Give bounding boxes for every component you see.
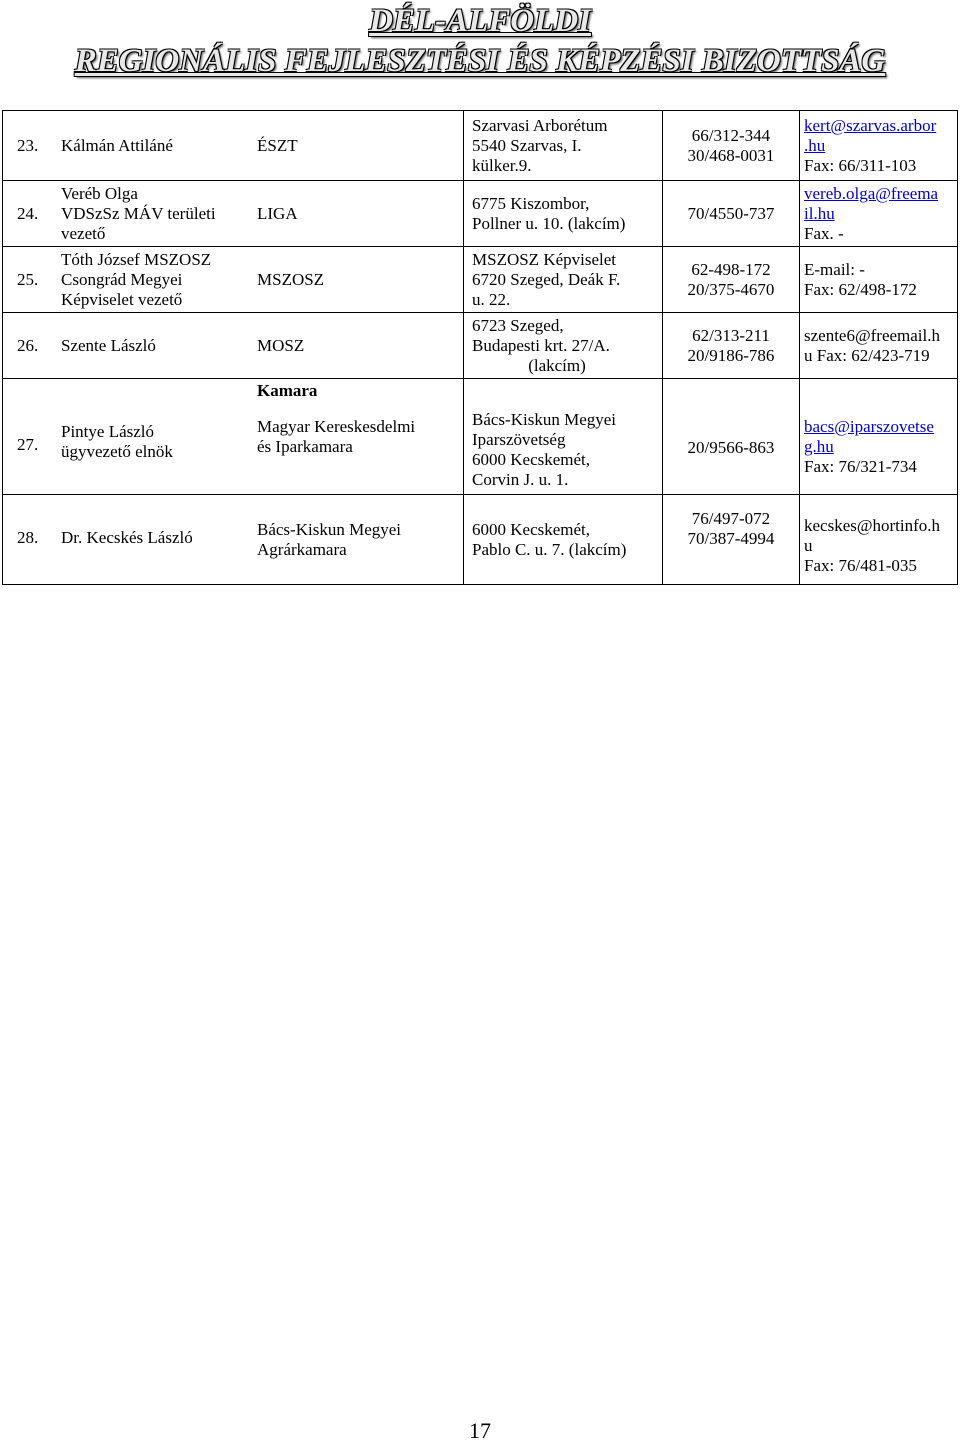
- address-line: Budapesti krt. 27/A.: [472, 335, 610, 355]
- table-row: [3, 247, 958, 313]
- phone-number: 20/9186-786: [687, 345, 775, 365]
- phone-number: 30/468-0031: [687, 145, 775, 165]
- person-name-line: Tóth József MSZOSZ: [61, 249, 212, 269]
- organization-cell: [251, 495, 464, 585]
- organization-cell: [251, 111, 464, 181]
- organization-name: MOSZ: [257, 335, 305, 355]
- organization-name-line: és Iparkamara: [257, 437, 353, 456]
- email-link[interactable]: kert@szarvas.arbor: [804, 115, 937, 135]
- address-line: Pablo C. u. 7. (lakcím): [472, 539, 627, 559]
- table-row: [3, 181, 958, 247]
- person-name-line: Pintye László: [61, 421, 155, 441]
- name-cell: [3, 313, 252, 379]
- email-link[interactable]: il.hu: [804, 203, 835, 223]
- table-row: [3, 495, 958, 585]
- fax-text: Fax: 62/498-172: [804, 279, 917, 299]
- address-line: 6723 Szeged,: [472, 315, 564, 335]
- person-name-line: Képviselet vezető: [61, 289, 183, 309]
- person-name: Kálmán Attiláné: [61, 135, 173, 155]
- address-cell: [464, 247, 663, 313]
- row-number: 26.: [17, 335, 39, 355]
- fax-text: Fax. -: [804, 223, 844, 243]
- person-name-line: Csongrád Megyei: [61, 269, 183, 289]
- fax-text: Fax: 76/481-035: [804, 555, 917, 575]
- address-line: MSZOSZ Képviselet: [472, 249, 617, 269]
- name-cell: [3, 181, 252, 247]
- organization-cell: [251, 247, 464, 313]
- person-name-line: vezető: [61, 223, 106, 243]
- person-name-line: ügyvezető elnök: [61, 441, 173, 461]
- phone-cell: [663, 111, 800, 181]
- address-cell: [464, 111, 663, 181]
- email-text: E-mail: -: [804, 259, 865, 279]
- address-line: 6000 Kecskemét,: [472, 450, 591, 469]
- email-link[interactable]: g.hu: [804, 436, 834, 456]
- email-text: u: [804, 535, 813, 555]
- name-cell: [3, 247, 252, 313]
- row-number: 24.: [17, 203, 39, 223]
- organization-name: LIGA: [257, 203, 298, 223]
- phone-number: 20/375-4670: [687, 279, 775, 299]
- document-title-line2: REGIONÁLIS FEJLESZTÉSI ÉS KÉPZÉSI BIZOTTSÁG: [74, 43, 886, 79]
- row-number: 23.: [17, 135, 39, 155]
- phone-number: 66/312-344: [691, 125, 771, 145]
- email-link[interactable]: .hu: [804, 135, 826, 155]
- contact-cell: [800, 111, 958, 181]
- phone-cell: [663, 181, 800, 247]
- address-cell: [464, 379, 663, 495]
- organization-name-line: Bács-Kiskun Megyei: [257, 519, 402, 539]
- row-number: 28.: [17, 527, 39, 547]
- document-title-line1: DÉL-ALFÖLDI: [369, 3, 591, 39]
- address-line: Bács-Kiskun Megyei: [472, 410, 617, 429]
- contact-cell: [800, 495, 958, 585]
- address-line: 6000 Kecskemét,: [472, 519, 591, 539]
- contact-cell: [800, 313, 958, 379]
- organization-name-line: Agrárkamara: [257, 539, 347, 559]
- name-cell: [3, 379, 252, 495]
- address-line: 5540 Szarvas, I.: [472, 135, 582, 155]
- contacts-table: [2, 110, 958, 585]
- contact-cell: [800, 379, 958, 495]
- address-line: Corvin J. u. 1.: [472, 470, 569, 489]
- organization-cell: [251, 313, 464, 379]
- phone-number: 62/313-211: [692, 325, 770, 345]
- address-cell: [464, 495, 663, 585]
- fax-text: Fax: 66/311-103: [804, 155, 917, 175]
- organization-name-line: Magyar Kereskesdelmi: [257, 417, 416, 436]
- person-name-line: VDSzSz MÁV területi: [61, 203, 216, 223]
- address-line: Szarvasi Arborétum: [472, 115, 608, 135]
- organization-cell: [251, 379, 464, 495]
- address-line: Pollner u. 10. (lakcím): [472, 213, 626, 233]
- phone-cell: [663, 247, 800, 313]
- address-line: u. 22.: [472, 289, 511, 309]
- row-number: 25.: [17, 269, 39, 289]
- phone-number: 62-498-172: [691, 259, 771, 279]
- name-cell: [3, 495, 252, 585]
- phone-number: 76/497-072: [691, 509, 771, 528]
- email-link[interactable]: vereb.olga@freema: [804, 183, 939, 203]
- address-line: Iparszövetség: [472, 430, 566, 449]
- table-row: [3, 111, 958, 181]
- person-name-line: Veréb Olga: [61, 183, 138, 203]
- phone-number: 70/4550-737: [687, 203, 775, 223]
- contact-cell: [800, 247, 958, 313]
- email-text: szente6@freemail.h: [804, 325, 941, 345]
- contact-cell: [800, 181, 958, 247]
- page-number: 17: [469, 1418, 491, 1443]
- phone-cell: [663, 495, 800, 585]
- organization-name: MSZOSZ: [257, 269, 325, 289]
- fax-text: Fax: 76/321-734: [804, 456, 917, 476]
- person-name: Dr. Kecskés László: [61, 527, 193, 547]
- address-line: 6775 Kiszombor,: [472, 193, 590, 213]
- address-cell: [464, 181, 663, 247]
- organization-cell: [251, 181, 464, 247]
- phone-number: 70/387-4994: [687, 529, 775, 548]
- address-line: (lakcím): [528, 355, 586, 375]
- address-line: külker.9.: [472, 155, 532, 175]
- phone-number: 20/9566-863: [687, 437, 775, 457]
- table-row: [3, 313, 958, 379]
- organization-name: ÉSZT: [257, 135, 298, 155]
- row-number: 27.: [17, 434, 39, 454]
- address-cell: [464, 313, 663, 379]
- person-name: Szente László: [61, 335, 156, 355]
- email-text: u Fax: 62/423-719: [804, 345, 930, 365]
- email-link[interactable]: bacs@iparszovetse: [804, 416, 934, 436]
- table-row: [3, 379, 958, 495]
- phone-cell: [663, 313, 800, 379]
- email-text: kecskes@hortinfo.h: [804, 515, 941, 535]
- phone-cell: [663, 379, 800, 495]
- address-line: 6720 Szeged, Deák F.: [472, 269, 621, 289]
- name-cell: [3, 111, 252, 181]
- organization-heading: Kamara: [257, 381, 318, 400]
